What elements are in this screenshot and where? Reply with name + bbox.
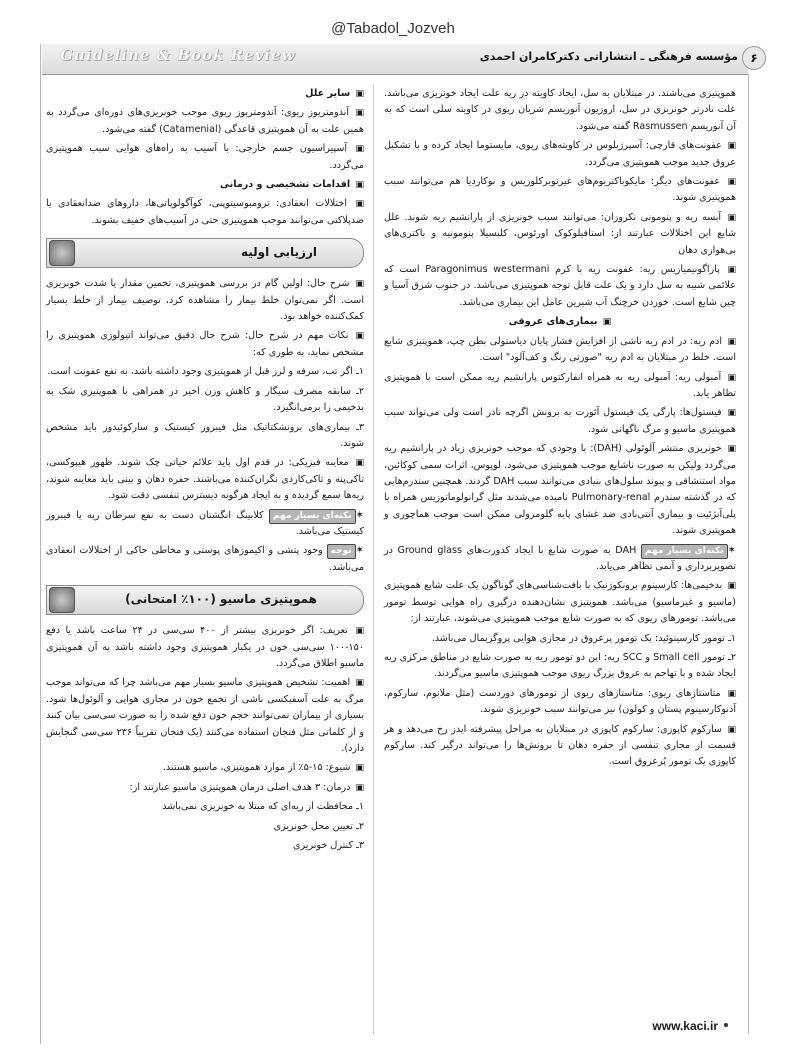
square-bullet-icon: ▣ (727, 141, 736, 152)
watermark-text: @Tabadol_Jozveh (331, 20, 455, 37)
square-bullet-icon: ▣ (355, 331, 364, 342)
square-bullet-icon: ▣ (727, 177, 736, 188)
square-bullet-icon: ▣ (355, 458, 364, 469)
bullet-paragraph: ▣ نکات مهم در شرح حال: شرح حال دقیق می‌تواند اتیولوژی هموپتیزی را مشخص نماید، به طوری که: (46, 330, 364, 358)
page-number: ۶ (742, 46, 766, 70)
important-tag: نکته‌ای بسیار مهم (269, 509, 356, 524)
subheading-vascular: ▣ بیماری‌های عروقی (508, 316, 612, 328)
subheading-other-causes: ▣ سایر علل (305, 88, 364, 99)
bullet-paragraph: ▣ شیوع: ۱۵-۵٪ از موارد هموپتیزی، ماسیو هستند. (162, 762, 364, 774)
important-tag: نکته‌ای بسیار مهم (641, 544, 728, 559)
bullet-paragraph: ▣ پاراگونیمیازیس ریه: عفونت ریه با کرم Paragonimus westermani است که علائمی شبیه به سل دارد و یک علت قابل توجه هموپتیزی می‌باشد. در جنوب شرق آسیا و چین شایع است. خوردن خرچنگ آب شیرین عامل این بیماری می‌باشد. (384, 264, 736, 308)
square-bullet-icon: ▣ (727, 688, 736, 699)
bullet-paragraph: ▣ بدخیمی‌ها: کارسینوم برونکوژنیک با بافت‌شناسی‌های گوناگون یک علت شایع هموپتیزی (ماسیو و غیرماسیو) می‌باشد. هموپتیزی نشان‌دهنده درگیری راه هوایی توسط تومور می‌باشد. تومورهای ریوی که به صورت شایع موجب هموپتیزی می‌شوند، عبارتند از: (384, 580, 736, 625)
square-bullet-icon: ▣ (727, 444, 736, 455)
attention-paragraph: ✶توجه وجود پتشی و اکیموزهای پوستی و مخاطی حاکی از اختلالات انعقادی می‌باشد. (46, 545, 364, 573)
square-bullet-icon: ▣ (355, 108, 364, 119)
square-bullet-icon: ▣ (355, 180, 364, 191)
bullet-paragraph: ▣ شرح حال: اولین گام در بررسی هموپتیزی، تخمین مقدار یا شدت خونریزی است. اگر نمی‌توان خلط بیمار را مشاهده کرد، توصیف بیمار از خلط بسیار کمک‌کننده خواهد بود. (46, 278, 364, 323)
left-border (40, 44, 41, 1044)
bullet-paragraph: ▣ آسپیراسیون جسم خارجی: با آسیب به راه‌های هوایی سبب هموپتیزی می‌گردد. (46, 143, 364, 171)
square-bullet-icon: ▣ (727, 372, 736, 383)
bullet-paragraph: ▣ فیستول‌ها: پارگی یک فیستول آئورت به برونش اگرچه نادر است ولی می‌تواند سبب هموپتیزی ماسیو و مرگ ناگهانی شود. (384, 407, 736, 435)
paragraph: ۱ـ تومور کارسینوئید: یک تومور پرعروق در مجاری هوایی پروگزیمال می‌باشد. (431, 632, 736, 644)
square-bullet-icon: ▣ (727, 212, 736, 223)
numbered-item: ۲ـ سابقه مصرف سیگار و کاهش وزن اخیر در همراهی با هموپتیزی شک به بدخیمی را برمی‌انگیزد. (46, 385, 364, 414)
square-bullet-icon: ▣ (727, 724, 736, 735)
footer-url: www.kaci.ir (652, 1019, 718, 1033)
section-emblem-icon (49, 240, 75, 266)
right-border (748, 74, 749, 1034)
square-bullet-icon: ▣ (355, 626, 364, 637)
square-bullet-icon: ▣ (355, 144, 364, 155)
square-bullet-icon: ▣ (727, 408, 736, 419)
bullet-paragraph: ▣ عفونت‌های قارچی: آسپرژیلوس در کاویته‌های ریوی، مایستوما ایجاد کرده و با تشکیل عروق جدید موجب هموپتیزی می‌گردد. (384, 140, 736, 168)
star-icon: ✶ (355, 509, 364, 521)
bullet-paragraph: ▣ ادم ریه: در ادم ریه ناشی از افزایش فشار پایان دیاستولی بطن چپ، هموپتیزی شایع است. خلط در مبتلایان به ادم ریه "صورتی رنگ و کف‌آلود" است. (384, 335, 736, 364)
square-bullet-icon: ▣ (355, 782, 364, 793)
subheading-diagnostic: ▣ اقدامات تشخیصی و درمانی (219, 179, 364, 191)
bullet-paragraph: ▣ آندومتریوز ریوی: آندومتریوز ریوی موجب خونریزی‌های دوره‌ای می‌گردد به همین علت به آن هموپتیزی قاعدگی (Catamenial) گفته می‌شود. (46, 107, 364, 135)
note-paragraph: ✶نکته‌ای بسیار مهم DAH به صورت شایع با ایجاد کدورت‌های Ground glass در تصویربرداری و آنمی تظاهر می‌یابد. (384, 544, 736, 572)
left-column (46, 86, 364, 857)
bullet-paragraph: ▣ معاینه فیزیکی: در قدم اول باید علائم حیاتی چک شوند. ظهور هیپوکسی، تاکی‌پنه و تاکی‌کاردی نگران‌کننده می‌باشند. حفره دهان و بینی باید معاینه شوند، ریه‌ها سمع گردیده و به ایجاد هرگونه دیسترس تنفسی دقت شود. (46, 457, 364, 502)
square-bullet-icon: ▣ (602, 317, 612, 328)
square-bullet-icon: ▣ (355, 199, 364, 210)
square-bullet-icon: ▣ (355, 89, 364, 99)
bullet-paragraph: ▣ آمبولی ریه: آمبولی ریه به همراه انفارکتوس پارانشیم ریه ممکن است با هموپتیزی تظاهر یابد. (384, 371, 736, 399)
column-divider (373, 84, 374, 1034)
bullet-paragraph: ▣ عفونت‌های دیگر: مایکوباکتریوم‌های غیرتوبرکلوزیس و نوکاردیا هم می‌توانند سبب هموپتیزی شوند. (384, 176, 736, 204)
square-bullet-icon: ▣ (727, 336, 736, 347)
note-paragraph: ✶نکته‌ای بسیار مهم کلابینگ انگشتان دست به نفع سرطان ریه یا فیبروز کیستیک می‌باشد. (46, 509, 364, 537)
bullet-paragraph: ▣ متاستازهای ریوی: متاستازهای ریوی از تومورهای دوردست (مثل ملانوم، سارکوم، آدنوکارسینوم پستان و کولون) نیز می‌توانند سبب خونریزی شوند. (384, 687, 736, 716)
numbered-item: ۲ـ تعیین محل خونریزی (273, 820, 364, 832)
square-bullet-icon: ▣ (355, 279, 364, 290)
square-bullet-icon: ▣ (355, 763, 364, 774)
star-icon: ✶ (355, 545, 364, 557)
paragraph: هموپتیزی می‌باشند. در مبتلایان به سل، ایجاد کاویته در ریه علت ایجاد خونریزی می‌باشد. علت نادرتر خونریزی در سل، اروزیون آنوریسم شریان ریوی در کاویته سلی است که به آن آنوریسم Rasmussen گفته می‌شود. (384, 88, 736, 132)
bullet-paragraph: ▣ سارکوم کاپوزی: سارکوم کاپوزی در مبتلایان به مراحل پیشرفته ایدز رخ می‌دهد و هر قسمت از مجاری تنفسی از حفره دهان تا برونش‌ها را می‌تواند درگیر کند. سارکوم کاپوزی یک تومور پُرعروق است. (384, 723, 736, 768)
section-title: هموپتیزی ماسیو (۱۰۰٪ امتحانی) (125, 592, 317, 607)
paragraph: ۲ـ تومور Small cell و SCC ریه: این دو تومور ریه به صورت شایع در مناطق مرکزی ریه ایجاد شده و با تهاجم به عروق بزرگ ریوی موجب هموپتیزی ماسیو می‌گردند. (384, 652, 737, 680)
numbered-item: ۱ـ محافظت از ریه‌ای که مبتلا به خونریزی نمی‌باشد (162, 801, 364, 813)
section-header-initial-evaluation (46, 238, 364, 268)
numbered-item: ۳ـ بیماری‌های برونشکتاتیک مثل فیبروز کیستیک و سارکوئیدوز باید مشخص شوند. (46, 421, 364, 449)
bullet-paragraph: ▣ اختلالات انعقادی: ترومبوسیتوپنی، کوآگولوپاتی‌ها، داروهای ضدانعقادی یا ضدپلاکتی می‌توانند موجب هموپتیزی حتی در آسیب‌های خفیف بشوند. (46, 198, 364, 226)
bullet-paragraph: ▣ خونریزی منتشر آلوئولی (DAH): با وجودی که موجب خونریزی زیاد در پارانشیم ریه می‌گردد ولیکن به صورت ناشایع موجب هموپتیزی می‌شود. لوپوس، اثرات سمی کوکائین، مواد استنشاقی و پیوند سلول‌های بنیادی می‌توانند سبب DAH گردند. همچنین سندرم‌هایی که در گذشته سندرم Pulmonary-renal نامیده می‌شدند مثل گرانولوماتوزیس همراه با پلی‌آنژئیت و بیماری آنتی‌بادی ضد غشای پایه گلومرولی ممکن است موجب هماچوری و هموپتیزی شوند. (384, 443, 737, 537)
square-bullet-icon: ▣ (727, 581, 736, 592)
attention-tag: توجه (327, 544, 356, 559)
section-title: ارزیابی اولیه (240, 245, 317, 260)
numbered-item: ۳ـ کنترل خونریزی (292, 840, 364, 852)
bullet-paragraph: ▣ تعریف: اگر خونریزی بیشتر از ۴۰۰ سی‌سی در ۲۴ ساعت باشد یا دفع ۱۵۰-۱۰۰ سی‌سی خون در یکبار هموپتیزی وجود داشته باشد به آن هموپتیزی ماسیو اطلاق می‌گردد. (46, 625, 364, 669)
star-icon: ✶ (727, 544, 736, 556)
square-bullet-icon: ▣ (355, 678, 364, 689)
bullet-paragraph: ▣ اهمیت: تشخیص هموپتیزی ماسیو بسیار مهم می‌باشد چرا که می‌تواند موجب مرگ به علت آسفیکسی ناشی از تجمع خون در مجاری هوایی و آلوئول‌ها شود. بسیاری از بیماران نمی‌توانند حجم خون دفع شده را به صورت سی‌سی بیان کنند و از کلماتی مثل فنجان استفاده می‌کنند (یک فنجان تقریباً ۲۳۶ سی‌سی گنجایش دارد). (46, 677, 364, 754)
section-header-massive-hemoptysis (46, 585, 364, 615)
numbered-item: ۱ـ اگر تب، سرفه و لرز قبل از هموپتیزی وجود داشته باشد، به نفع عفونت است. (47, 366, 364, 378)
header-brand: Guideline & Book Review (60, 46, 296, 64)
square-bullet-icon: ▣ (727, 265, 736, 276)
section-emblem-icon (49, 587, 75, 613)
right-column (384, 86, 736, 774)
bullet-paragraph: ▣ آبسه ریه و پنومونی نکروزان: می‌توانند سبب خونریزی از پارانشیم ریه شوند. علل شایع این اختلالات عبارتند از: استافیلوکوک اورئوس، کلبسیلا پنومونیه و باکتری‌های بی‌هوازی دهان (384, 211, 736, 256)
bullet-paragraph: ▣ درمان: ۳ هدف اصلی درمان هموپتیزی ماسیو عبارتند از: (129, 781, 364, 793)
footer-dot (724, 1023, 728, 1027)
publisher-name: مؤسسه فرهنگی ـ انتشاراتی دکترکامران احمدی (479, 50, 738, 63)
